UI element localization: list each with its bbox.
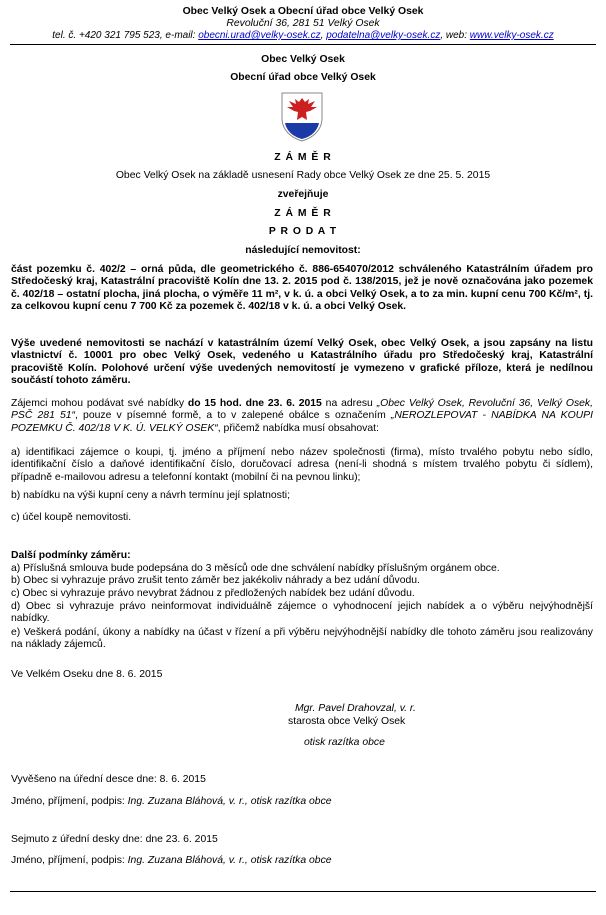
condition-e: e) Veškerá podání, úkony a nabídky na účast v řízení a při výběru nejvýhodnější nabídky dle tohoto záměru jsou realizovány na náklady zájemců. <box>11 627 593 651</box>
contact-prefix: tel. č. +420 321 795 523, e-mail: <box>52 30 199 41</box>
stamp-note: otisk razítka obce <box>304 737 385 748</box>
announcement-title: Z Á M Ě R <box>274 152 332 163</box>
requirement-a: a) identifikaci zájemce o koupi, tj. jméno a příjmení nebo název společnosti (firma), místo trvalého pobytu nebo sídlo, identifikační číslo a daňové identifikační číslo, doručovací adresa (není-li shodná s místem trvalého pobytu či sídlem), případně e-mailovou adresu a telefonní kontakt (mobilní či na pevnou linku); <box>11 447 593 483</box>
web-prefix: , web: <box>440 30 470 41</box>
letterhead-address: Revoluční 36, 281 51 Velký Osek <box>226 18 380 29</box>
posted-date: Vyvěšeno na úřední desce dne: 8. 6. 2015 <box>11 774 206 785</box>
property-description: část pozemku č. 402/2 – orná půda, dle geometrického č. 886-654070/2012 schváleného Katastrálním úřadem pro Středočeský kraj, Katastrální pracoviště Kolín dne 13. 2. 2015 pod č. 138/2015, jež je nově označována jako pozemek č. 402/18 – ostatní plocha, jiná plocha, o výměře 11 m², v k. ú. a obci Velký Osek, a to za min. kupní cenu 700 Kč/m², tj. za celkovou kupní cenu 7 700 Kč za pozemek č. 402/18 v k. ú. a obci Velký Osek. <box>11 264 593 312</box>
place-date: Ve Velkém Oseku dne 8. 6. 2015 <box>11 669 163 680</box>
requirement-b: b) nabídku na výši kupní ceny a návrh termínu její splatnosti; <box>11 490 290 501</box>
offer-address-prefix: na adresu <box>321 398 377 409</box>
removed-date: Sejmuto z úřední desky dne: dne 23. 6. 2015 <box>11 834 218 845</box>
condition-b: b) Obec si vyhrazuje právo zrušit tento záměr bez jakékoliv náhrady a bez udání důvodu. <box>11 575 420 586</box>
offer-form: , pouze v písemné formě, a to v zalepené obálce s označením <box>75 410 391 422</box>
signature-value-2: Ing. Zuzana Bláhová, v. r., otisk razítka obce <box>127 855 332 866</box>
footer-divider <box>10 891 596 892</box>
requirement-c: c) účel koupě nemovitosti. <box>11 512 132 523</box>
letterhead-title: Obec Velký Osek a Obecní úřad obce Velký Osek <box>182 6 424 17</box>
coat-of-arms-icon <box>279 90 325 142</box>
email-link-podatelna[interactable]: podatelna@velky-osek.cz <box>326 30 441 41</box>
conditions-heading: Další podmínky záměru: <box>11 550 131 561</box>
sale-title: P R O D A T <box>268 226 338 237</box>
resolution-line: Obec Velký Osek na základě usnesení Rady obce Velký Osek ze dne 25. 5. 2015 <box>115 170 491 181</box>
signer-name: Mgr. Pavel Drahovzal, v. r. <box>295 703 416 714</box>
header-divider <box>10 44 596 45</box>
offer-intro: Zájemci mohou podávat své nabídky <box>11 398 188 409</box>
announcement-title-2: Z Á M Ě R <box>274 208 332 219</box>
removed-signature <box>11 855 332 867</box>
envelope-marking: „NEROZLEPOVAT - NABÍDKA NA KOUPI POZEMKU Č. 402/18 V K. Ú. VELKÝ OSEK“ <box>11 410 593 434</box>
heading-urad: Obecní úřad obce Velký Osek <box>230 72 376 83</box>
condition-c: c) Obec si vyhrazuje právo nevybrat žádnou z předložených nabídek bez udání důvodu. <box>11 588 415 599</box>
heading-obec: Obec Velký Osek <box>261 54 345 65</box>
email-link-urad[interactable]: obecni.urad@velky-osek.cz <box>198 30 321 41</box>
web-link[interactable]: www.velky-osek.cz <box>469 30 554 41</box>
offer-address: „Obec Velký Osek, Revoluční 36, Velký Osek, PSČ 281 51“ <box>11 398 593 422</box>
property-intro: následující nemovitost: <box>245 245 361 256</box>
publishes-word: zveřejňuje <box>277 189 329 200</box>
signature-value: Ing. Zuzana Bláhová, v. r., otisk razítka obce <box>127 796 332 807</box>
offer-contents-intro: , přičemž nabídka musí obsahovat: <box>217 422 379 434</box>
offer-deadline: do 15 hod. dne 23. 6. 2015 <box>187 398 322 409</box>
letterhead-contact <box>0 30 606 42</box>
condition-d: d) Obec si vyhrazuje právo neinformovat individuálně zájemce o vyhodnocení jejich nabídek a o výběru nejvýhodnější nabídky. <box>11 601 593 625</box>
cadastre-paragraph: Výše uvedené nemovitosti se nachází v katastrálním území Velký Osek, obec Velký Osek, a jsou zapsány na listu vlastnictví č. 10001 pro obec Velký Osek, vedeného u Katastrálního úřadu pro Středočeský kraj, Katastrální pracoviště Kolín. Polohové určení výše uvedených nemovitostí je vymezeno v grafické příloze, která je nedílnou součástí tohoto záměru. <box>11 338 593 386</box>
contact-separator: , <box>320 30 327 41</box>
offer-instructions <box>11 398 593 435</box>
condition-a: a) Příslušná smlouva bude podepsána do 3 měsíců ode dne schválení nabídky příslušným orgánem obce. <box>11 563 500 574</box>
posted-signature <box>11 796 332 808</box>
signer-role: starosta obce Velký Osek <box>288 716 406 727</box>
signature-label: Jméno, příjmení, podpis: <box>11 796 128 807</box>
signature-label-2: Jméno, příjmení, podpis: <box>11 855 128 866</box>
